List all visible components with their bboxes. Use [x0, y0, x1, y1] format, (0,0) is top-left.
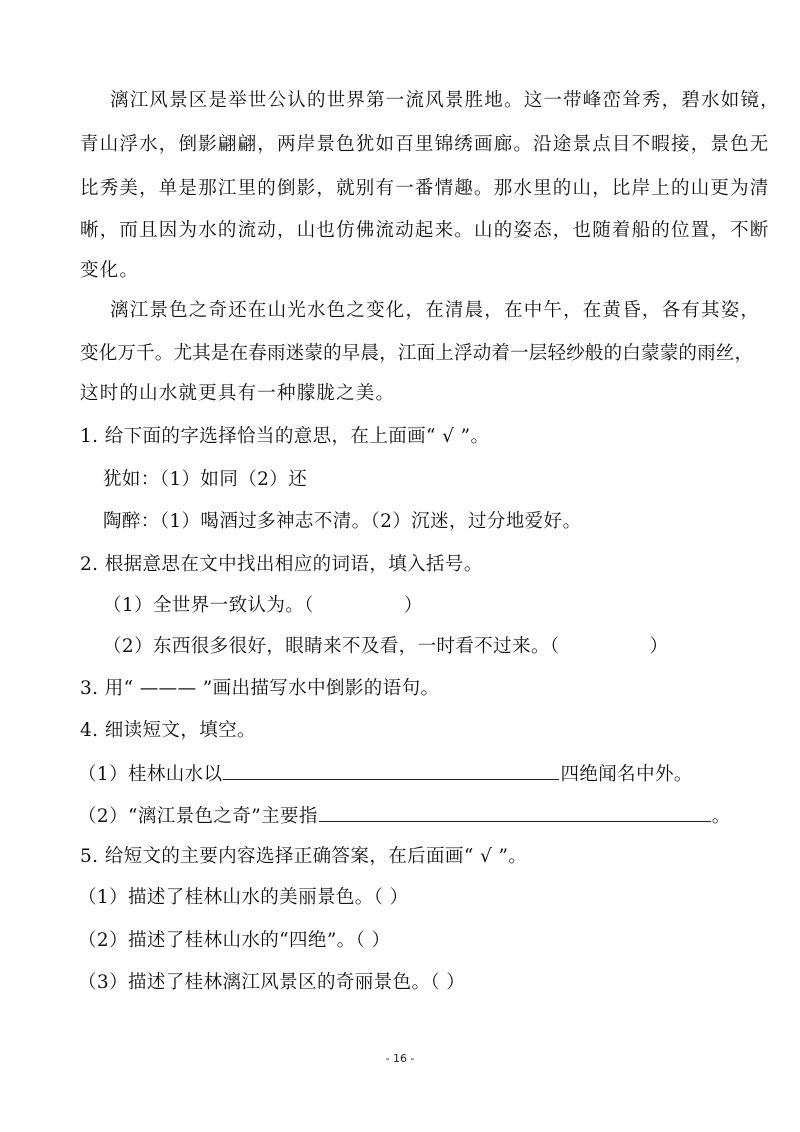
- question-4-prompt: 4. 细读短文，填空。: [80, 720, 256, 741]
- passage-p1-line-3: 比秀美，单是那江里的倒影，就别有一番情趣。那水里的山，比岸上的山更为清: [80, 178, 770, 199]
- passage-p1-line-1: 漓江风景区是举世公认的世界第一流风景胜地。这一带峰峦耸秀，碧水如镜，: [110, 90, 780, 111]
- question-4-item-1-before: （1）桂林山水以: [78, 764, 223, 785]
- question-1-item-1: 犹如：（1）如同（2）还: [103, 469, 308, 490]
- passage-p2-line-1: 漓江景色之奇还在山光水色之变化，在清晨，在中午，在黄昏，各有其姿，: [110, 300, 761, 321]
- question-2-item-1-close: ）: [403, 595, 423, 616]
- question-2-item-2: [103, 635, 668, 659]
- question-1-item-2: 陶醉：（1）喝酒过多神志不清。（2）沉迷，过分地爱好。: [103, 511, 582, 532]
- question-5-option-3[interactable]: （3）描述了桂林漓江风景区的奇丽景色。（ ）: [78, 972, 466, 993]
- question-4-item-2: [78, 803, 731, 829]
- question-2-item-1: [103, 594, 423, 618]
- passage-p1-line-4: 晰，而且因为水的流动，山也仿佛流动起来。山的姿态，也随着船的位置，不断: [80, 220, 770, 241]
- passage-p2-line-2: 变化万千。尤其是在春雨迷蒙的早晨，江面上浮动着一层轻纱般的白蒙蒙的雨丝，: [80, 343, 754, 364]
- question-3-prompt: 3. 用“ ——— ”画出描写水中倒影的语句。: [80, 678, 440, 699]
- question-5-option-1[interactable]: （1）描述了桂林山水的美丽景色。（ ）: [78, 887, 409, 908]
- question-5-prompt: 5. 给短文的主要内容选择正确答案，在后面画“ √ ”。: [80, 846, 528, 867]
- passage-p2-line-3: 这时的山水就更具有一种朦胧之美。: [80, 383, 396, 404]
- passage-p1-line-5: 变化。: [80, 260, 140, 281]
- passage-p1-line-2: 青山浮水，倒影翩翩，两岸景色犹如百里锦绣画廊。沿途景点目不暇接，景色无: [80, 134, 770, 155]
- question-5-option-2[interactable]: （2）描述了桂林山水的“四绝”。（ ）: [78, 930, 391, 951]
- question-4-item-1: [78, 761, 693, 787]
- answer-line-4-1[interactable]: [223, 761, 559, 780]
- question-4-item-2-before: （2）“漓江景色之奇”主要指: [78, 806, 318, 827]
- question-4-item-1-after: 四绝闻名中外。: [560, 764, 693, 785]
- question-1-prompt: 1. 给下面的字选择恰当的意思，在上面画“ √ ”。: [80, 426, 490, 447]
- question-2-item-1-text: （1）全世界一致认为。（: [103, 595, 314, 616]
- question-4-item-2-after: 。: [711, 806, 731, 827]
- page-number: - 16 -: [385, 1052, 415, 1065]
- question-2-item-2-text: （2）东西很多很好，眼睛来不及看，一时看不过来。（: [103, 636, 560, 657]
- question-2-item-2-close: ）: [649, 636, 669, 657]
- answer-line-4-2[interactable]: [319, 803, 711, 822]
- question-2-prompt: 2. 根据意思在文中找出相应的词语，填入括号。: [80, 554, 483, 575]
